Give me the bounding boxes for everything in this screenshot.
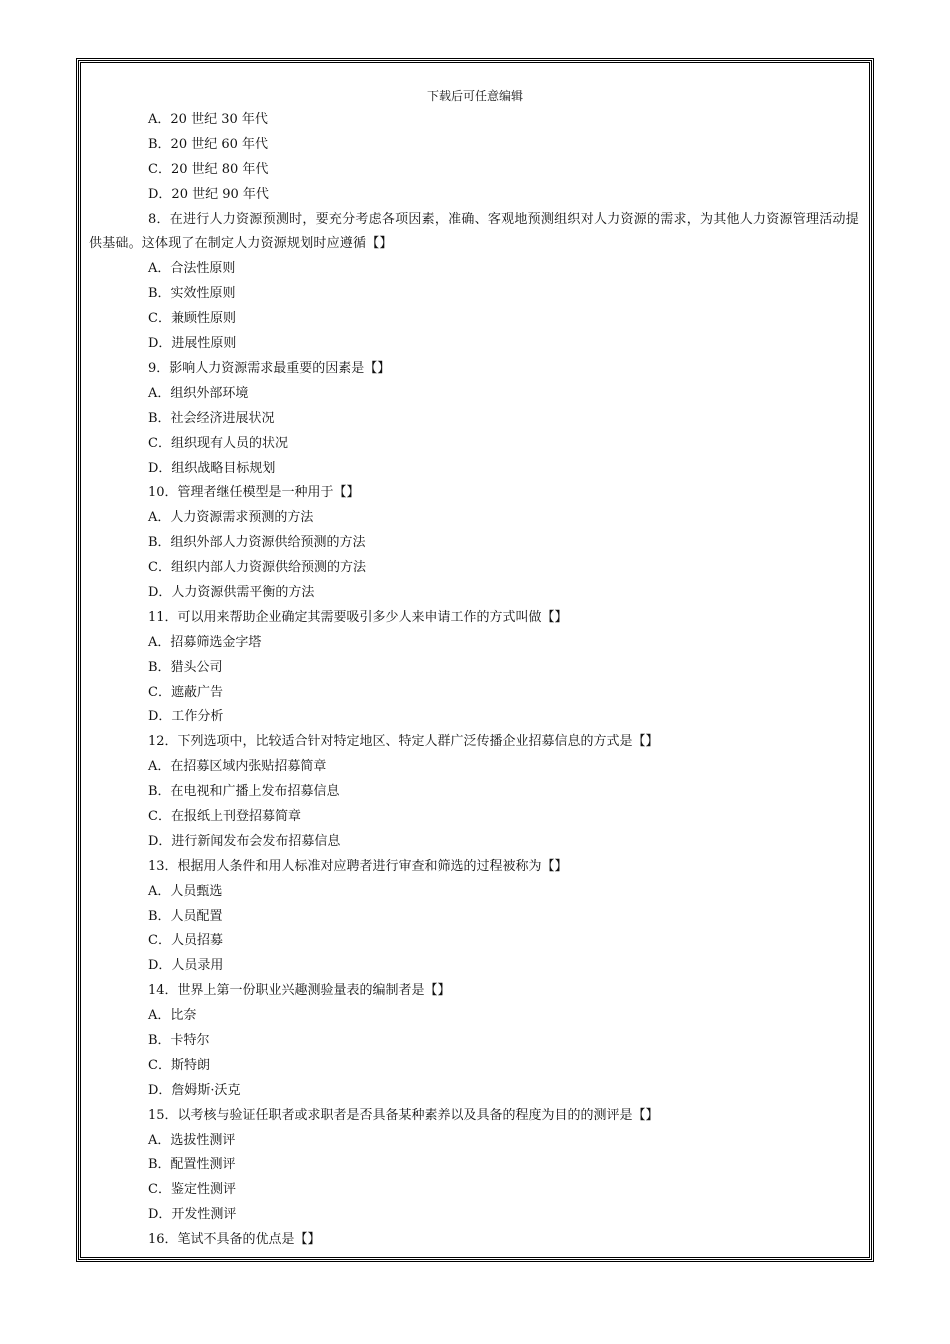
answer-option: B．卡特尔 [148,1032,210,1048]
question-stem: 16．笔试不具备的优点是【】 [148,1232,321,1248]
answer-option: B．猎头公司 [148,659,223,675]
answer-option: D．开发性测评 [148,1207,237,1223]
answer-option: B．实效性原则 [148,286,236,302]
question-stem: 13．根据用人条件和用人标准对应聘者进行审查和筛选的过程被称为【】 [148,858,568,874]
question-stem: 12．下列选项中，比较适合针对特定地区、特定人群广泛传播企业招募信息的方式是【】 [148,734,659,750]
answer-option: C．人员招募 [148,933,223,949]
answer-option: B．社会经济进展状况 [148,410,275,426]
answer-option: D．20 世纪 90 年代 [148,186,269,202]
answer-option: A．选拔性测评 [148,1132,236,1148]
answer-option: D．进行新闻发布会发布招募信息 [148,833,341,849]
answer-option: C．20 世纪 80 年代 [148,161,269,177]
answer-option: B．人员配置 [148,908,223,924]
answer-option: D．工作分析 [148,709,224,725]
answer-option: A．组织外部环境 [148,385,249,401]
answer-option: C．在报纸上刊登招募简章 [148,808,301,824]
answer-option: C．斯特朗 [148,1057,210,1073]
answer-option: A．人力资源需求预测的方法 [148,510,314,526]
answer-option: A．比奈 [148,1008,197,1024]
page-frame [78,60,872,1260]
document-content [89,108,859,1253]
question-stem: 11．可以用来帮助企业确定其需要吸引多少人来申请工作的方式叫做【】 [148,609,568,625]
answer-option: C．兼顾性原则 [148,311,236,327]
answer-option: A．招募筛选金字塔 [148,634,262,650]
question-stem: 14．世界上第一份职业兴趣测验量表的编制者是【】 [148,983,451,999]
answer-option: C．鉴定性测评 [148,1182,236,1198]
answer-option: D．詹姆斯·沃克 [148,1082,241,1098]
answer-option: A．人员甄选 [148,883,223,899]
answer-option: D．人力资源供需平衡的方法 [148,584,315,600]
answer-option: B．组织外部人力资源供给预测的方法 [148,535,366,551]
question-stem: 9．影响人力资源需求最重要的因素是【】 [148,360,391,376]
answer-option: A．合法性原则 [148,261,236,277]
answer-option: C．组织现有人员的状况 [148,435,288,451]
answer-option: C．组织内部人力资源供给预测的方法 [148,560,366,576]
answer-option: D．进展性原则 [148,336,237,352]
answer-option: D．人员录用 [148,958,224,974]
question-stem: 15．以考核与验证任职者或求职者是否具备某种素养以及具备的程度为目的的测评是【】 [148,1107,659,1123]
answer-option: B．20 世纪 60 年代 [148,136,269,152]
answer-option: D．组织战略目标规划 [148,460,276,476]
answer-option: A．在招募区域内张贴招募简章 [148,759,327,775]
answer-option: B．配置性测评 [148,1157,236,1173]
answer-option: B．在电视和广播上发布招募信息 [148,784,340,800]
answer-option: C．遮蔽广告 [148,684,223,700]
question-stem: 8．在进行人力资源预测时，要充分考虑各项因素，准确、客观地预测组织对人力资源的需求，为其他人力资源管理活动提供基础。这体现了在制定人力资源规划时应遵循【】 [89,211,859,252]
page-header: 下载后可任意编辑 [426,89,523,103]
answer-option: A．20 世纪 30 年代 [148,112,268,127]
question-stem: 10．管理者继任模型是一种用于【】 [148,485,360,501]
